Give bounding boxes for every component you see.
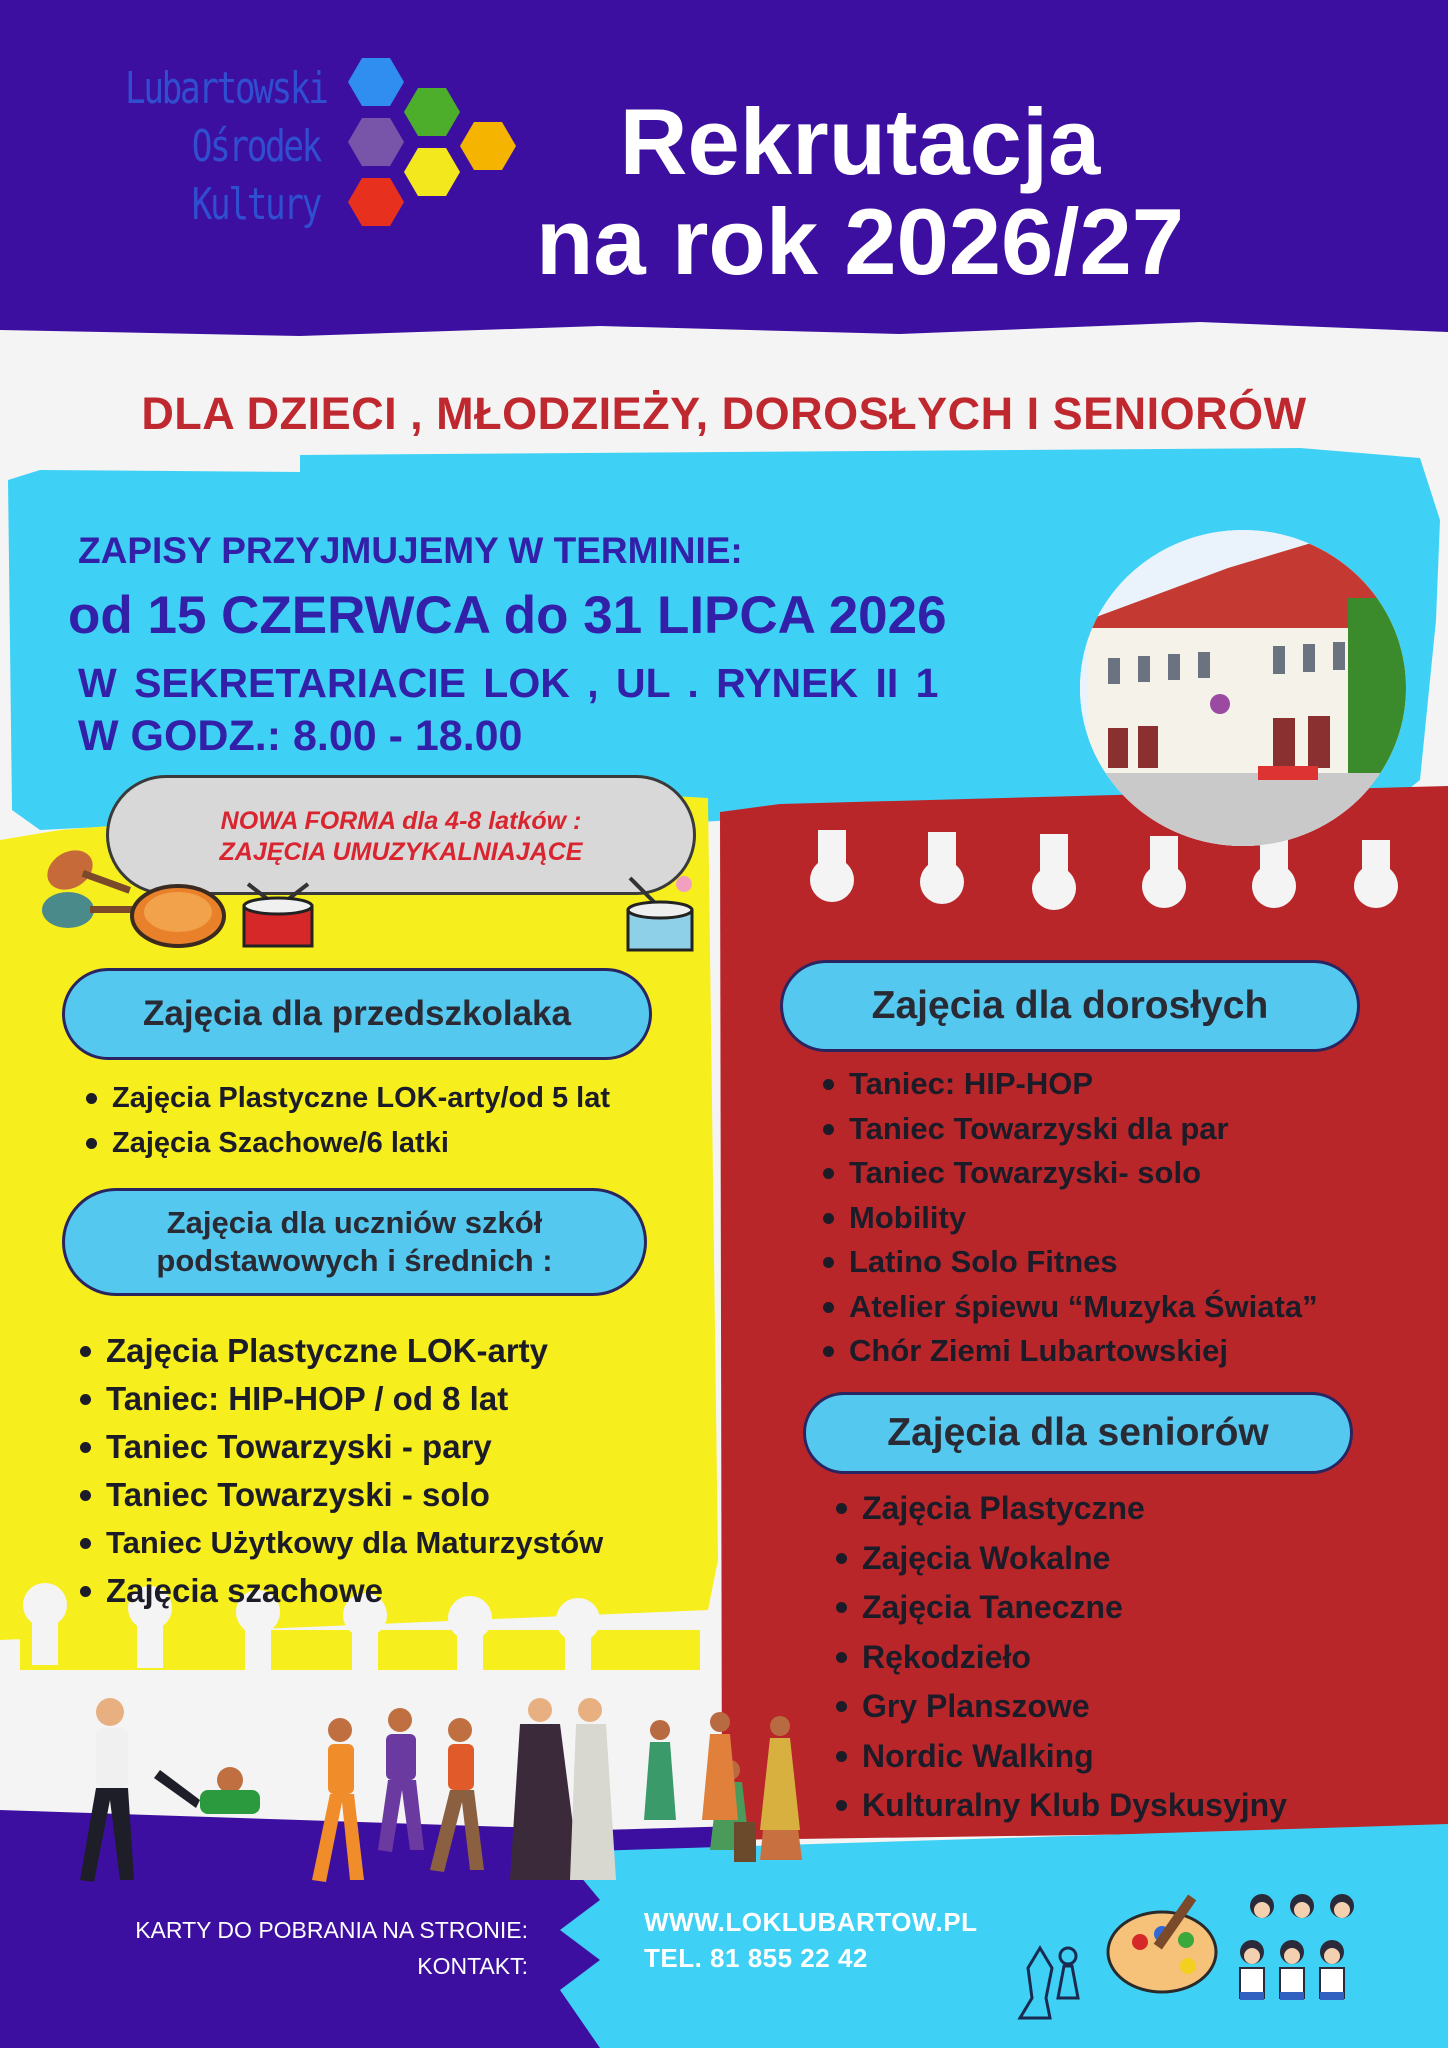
registration-dates: od 15 CZERWCA do 31 LIPCA 2026 [68, 586, 947, 645]
preschool-heading: Zajęcia dla przedszkolaka [62, 968, 652, 1060]
logo-line: Lubartowski [125, 63, 327, 114]
list-item: Zajęcia Plastyczne LOK-arty [80, 1327, 603, 1375]
list-item: Taniec Towarzyski - pary [80, 1423, 603, 1471]
list-item: Atelier śpiewu “Muzyka Świata” [823, 1285, 1318, 1330]
list-item: Zajęcia szachowe [80, 1567, 603, 1615]
list-item: Zajęcia Taneczne [836, 1583, 1287, 1633]
list-item: Taniec Towarzyski - solo [80, 1471, 603, 1519]
students-heading [62, 1188, 647, 1296]
list-item: Chór Ziemi Lubartowskiej [823, 1329, 1318, 1374]
folk-dancers-illustration [630, 1700, 810, 1870]
title-line-1: Rekrutacja [619, 89, 1101, 194]
list-item: Mobility [823, 1196, 1318, 1241]
list-item: Zajęcia Plastyczne LOK-arty/od 5 lat [86, 1076, 610, 1121]
adults-heading: Zajęcia dla dorosłych [780, 960, 1360, 1052]
seniors-list [836, 1484, 1287, 1831]
contact-label: KONTAKT: [417, 1953, 528, 1979]
list-item: Taniec Użytkowy dla Maturzystów [80, 1519, 603, 1567]
seniors-heading: Zajęcia dla seniorów [803, 1392, 1353, 1474]
audience-subtitle: DLA DZIECI , MŁODZIEŻY, DOROSŁYCH I SENIORÓW [141, 388, 1307, 439]
footer-labels [86, 1912, 528, 1984]
students-heading-line-2: podstawowych i średnich : [156, 1243, 553, 1278]
adults-list [823, 1062, 1318, 1374]
palette-icon [1100, 1890, 1230, 2000]
title-line-2: na rok 2026/27 [536, 189, 1184, 294]
snare-drum-icon [622, 870, 698, 956]
preschool-list [86, 1076, 610, 1166]
list-item: Nordic Walking [836, 1732, 1287, 1782]
new-form-text [106, 806, 696, 868]
logo-text [125, 60, 327, 234]
website-link[interactable]: WWW.LOKLUBARTOW.PL [644, 1907, 978, 1937]
logo-line: Kultury [191, 179, 320, 230]
registration-place: W SEKRETARIACIE LOK , UL . RYNEK II 1 [78, 660, 939, 706]
phone-number: TEL. 81 855 22 42 [644, 1943, 868, 1973]
building-photo [1078, 528, 1408, 848]
list-item: Zajęcia Wokalne [836, 1534, 1287, 1584]
logo-line: Ośrodek [191, 121, 320, 172]
list-item: Zajęcia Plastyczne [836, 1484, 1287, 1534]
list-item: Zajęcia Szachowe/6 latki [86, 1121, 610, 1166]
new-form-line-2: ZAJĘCIA UMUZYKALNIAJĄCE [219, 838, 583, 866]
students-list [80, 1327, 603, 1615]
chess-icon [1010, 1928, 1090, 2028]
list-item: Taniec Towarzyski dla par [823, 1107, 1318, 1152]
list-item: Kulturalny Klub Dyskusyjny [836, 1781, 1287, 1831]
registration-heading: ZAPISY PRZYJMUJEMY W TERMINIE: [78, 530, 743, 571]
download-label: KARTY DO POBRANIA NA STRONIE: [135, 1917, 528, 1943]
students-heading-line-1: Zajęcia dla uczniów szkół [166, 1205, 543, 1240]
new-form-line-1: NOWA FORMA dla 4-8 latków : [220, 807, 582, 835]
footer-contact [644, 1904, 977, 1976]
list-item: Latino Solo Fitnes [823, 1240, 1318, 1285]
list-item: Taniec Towarzyski- solo [823, 1151, 1318, 1196]
list-item: Taniec: HIP-HOP / od 8 lat [80, 1375, 603, 1423]
page-title [480, 89, 1240, 294]
list-item: Rękodzieło [836, 1633, 1287, 1683]
list-item: Taniec: HIP-HOP [823, 1062, 1318, 1107]
tambourine-icon [128, 876, 228, 956]
registration-hours: W GODZ.: 8.00 - 18.00 [78, 712, 523, 760]
list-item: Gry Planszowe [836, 1682, 1287, 1732]
choir-icon [1222, 1880, 1382, 2010]
drum-icon [238, 880, 318, 952]
